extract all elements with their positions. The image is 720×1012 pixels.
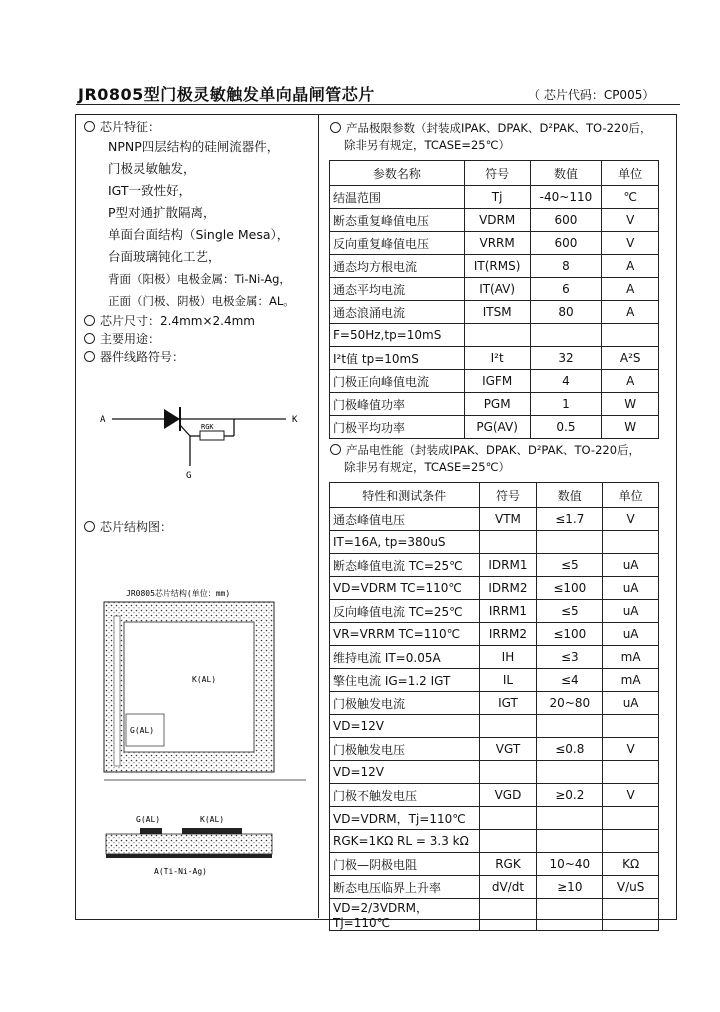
table-cell-name: 断态电压临界上升率: [330, 876, 480, 899]
table-cell-symbol: IDRM1: [479, 554, 537, 577]
table-cell-symbol: [479, 531, 537, 554]
table-cell-unit: KΩ: [603, 853, 659, 876]
table-cell-name: 门极正向峰值电流: [330, 370, 465, 393]
table-cell-unit: A: [602, 278, 659, 301]
table-cell-value: 20~80: [537, 692, 603, 715]
table-cell-value: ≤1.7: [537, 508, 603, 531]
table-cell-value: 80: [530, 301, 602, 324]
feature-item: 背面（阳极）电极金属：Ti-Ni-Ag，: [108, 272, 291, 286]
table-cell-name: F=50Hz,tp=10mS: [330, 324, 465, 347]
table-cell-symbol: IDRM2: [479, 577, 537, 600]
table-cell-value: 4: [530, 370, 602, 393]
table-cell-symbol: VRRM: [464, 232, 530, 255]
table-cell-unit: V: [603, 738, 659, 761]
feature-item: 正面（门极、阴极）电极金属：AL。: [108, 294, 295, 308]
table-cell-value: [537, 807, 603, 830]
table-cell-symbol: PGM: [464, 393, 530, 416]
gate-pad-label: G(AL): [130, 726, 155, 735]
table-cell-symbol: IRRM1: [479, 600, 537, 623]
document-title: JR0805型门极灵敏触发单向晶闸管芯片: [78, 85, 375, 104]
table-cell-name: 反向重复峰值电压: [330, 232, 465, 255]
table-cell-name: 结温范围: [330, 186, 465, 209]
table-cell-unit: W: [602, 416, 659, 439]
bullet-icon: [84, 333, 95, 344]
table-row: [330, 715, 659, 738]
bullet-icon: [84, 121, 95, 132]
characteristics-table: [329, 482, 659, 931]
limits-note: 产品极限参数（封装成IPAK、DPAK、D²PAK、TO-220后， 除非另有规定，TCASE=25℃）: [330, 120, 652, 154]
anode-label: A: [100, 415, 106, 425]
table-row: [330, 186, 659, 209]
table-row: [330, 807, 659, 830]
cathode-section-label: K(AL): [200, 815, 225, 824]
anode-metal: [106, 854, 272, 858]
table-row: [330, 876, 659, 899]
table-row: [330, 347, 659, 370]
table-cell-unit: uA: [603, 623, 659, 646]
table-cell-name: VD=VDRM，Tj=110℃: [330, 807, 480, 830]
bullet-icon: [84, 351, 95, 362]
table-cell-unit: V: [602, 209, 659, 232]
table-cell-symbol: [479, 761, 537, 784]
table-cell-unit: uA: [603, 577, 659, 600]
table-cell-symbol: IGFM: [464, 370, 530, 393]
limits-header-row: 参数名称 符号 数值 单位: [330, 161, 659, 186]
table-row: [330, 416, 659, 439]
column-divider: [318, 114, 319, 918]
table-cell-value: ≤4: [537, 669, 603, 692]
table-row: [330, 393, 659, 416]
table-cell-value: -40~110: [530, 186, 602, 209]
table-cell-value: ≤0.8: [537, 738, 603, 761]
table-row: [330, 554, 659, 577]
table-cell-unit: A²S: [602, 347, 659, 370]
chip-size: 芯片尺寸：2.4mm×2.4mm: [84, 312, 255, 330]
table-cell-unit: [602, 324, 659, 347]
diode-triangle-icon: [164, 409, 180, 429]
anode-section-label: A(Ti-Ni-Ag): [154, 867, 207, 876]
table-row: [330, 232, 659, 255]
gate-section-label: G(AL): [136, 815, 161, 824]
table-cell-unit: A: [602, 370, 659, 393]
table-cell-unit: V: [603, 784, 659, 807]
bullet-icon: [84, 315, 95, 326]
table-row: [330, 784, 659, 807]
table-cell-name: 门极不触发电压: [330, 784, 480, 807]
table-cell-name: VD=2/3VDRM，Tj=110℃: [330, 899, 480, 931]
table-cell-name: 门极峰值功率: [330, 393, 465, 416]
gate-label: G: [186, 471, 192, 481]
thyristor-symbol: [96, 398, 306, 482]
table-cell-unit: V: [602, 232, 659, 255]
table-cell-unit: V: [603, 508, 659, 531]
table-row: [330, 255, 659, 278]
feature-item: NPNP四层结构的硅闸流器件，: [108, 139, 280, 154]
table-cell-name: 通态峰值电压: [330, 508, 480, 531]
table-cell-name: VR=VRRM TC=110℃: [330, 623, 480, 646]
table-cell-name: 反向峰值电流 TC=25℃: [330, 600, 480, 623]
table-row: [330, 508, 659, 531]
table-cell-unit: mA: [603, 669, 659, 692]
feature-item: 单面台面结构（Single Mesa），: [108, 227, 290, 242]
table-cell-value: ≥10: [537, 876, 603, 899]
table-cell-value: 600: [530, 232, 602, 255]
table-row: [330, 577, 659, 600]
table-cell-name: 门极—阴极电阻: [330, 853, 480, 876]
table-row: [330, 692, 659, 715]
table-cell-symbol: IH: [479, 646, 537, 669]
table-cell-value: 6: [530, 278, 602, 301]
table-cell-symbol: IL: [479, 669, 537, 692]
table-cell-unit: W: [602, 393, 659, 416]
table-row: [330, 531, 659, 554]
table-cell-name: RGK=1KΩ RL = 3.3 kΩ: [330, 830, 480, 853]
table-row: [330, 324, 659, 347]
table-cell-symbol: VTM: [479, 508, 537, 531]
table-cell-name: VD=12V: [330, 761, 480, 784]
table-cell-symbol: [479, 807, 537, 830]
table-cell-name: 门极触发电流: [330, 692, 480, 715]
table-cell-symbol: IT(RMS): [464, 255, 530, 278]
table-cell-unit: A: [602, 301, 659, 324]
table-cell-name: 维持电流 IT=0.05A: [330, 646, 480, 669]
table-cell-symbol: [479, 830, 537, 853]
table-row: [330, 761, 659, 784]
table-cell-value: ≤5: [537, 554, 603, 577]
gate-finger: [114, 616, 120, 766]
table-cell-value: 10~40: [537, 853, 603, 876]
table-cell-name: 门极平均功率: [330, 416, 465, 439]
table-cell-name: 断态峰值电流 TC=25℃: [330, 554, 480, 577]
table-cell-symbol: PG(AV): [464, 416, 530, 439]
table-cell-unit: [603, 830, 659, 853]
usage-label: 主要用途：: [84, 330, 160, 348]
table-cell-unit: [603, 807, 659, 830]
table-cell-value: [537, 761, 603, 784]
table-cell-unit: [603, 531, 659, 554]
table-cell-symbol: [464, 324, 530, 347]
table-cell-name: 擎住电流 IG=1.2 IGT: [330, 669, 480, 692]
table-cell-unit: [603, 715, 659, 738]
cathode-pad-label: K(AL): [192, 675, 217, 684]
table-cell-symbol: VDRM: [464, 209, 530, 232]
table-row: [330, 646, 659, 669]
table-cell-symbol: IRRM2: [479, 623, 537, 646]
table-cell-unit: ℃: [602, 186, 659, 209]
table-row: [330, 278, 659, 301]
features-heading: 芯片特征：: [84, 118, 160, 136]
table-cell-value: 32: [530, 347, 602, 370]
feature-item: P型对通扩散隔离，: [108, 205, 216, 220]
table-cell-value: [530, 324, 602, 347]
table-cell-unit: [603, 899, 659, 931]
table-cell-symbol: dV/dt: [479, 876, 537, 899]
bullet-icon: [84, 521, 95, 532]
table-row: [330, 853, 659, 876]
feature-item: 门极灵敏触发，: [108, 161, 196, 176]
table-cell-name: 断态重复峰值电压: [330, 209, 465, 232]
table-row: [330, 301, 659, 324]
table-cell-name: 通态浪涌电流: [330, 301, 465, 324]
table-row: [330, 600, 659, 623]
table-cell-symbol: IT(AV): [464, 278, 530, 301]
table-cell-value: ≤100: [537, 577, 603, 600]
cathode-label: K: [292, 415, 298, 425]
structure-label: 芯片结构图：: [84, 518, 172, 536]
table-cell-symbol: RGK: [479, 853, 537, 876]
table-cell-unit: A: [602, 255, 659, 278]
gate-metal: [140, 828, 162, 834]
table-cell-value: [537, 715, 603, 738]
table-cell-name: VD=VDRM TC=110℃: [330, 577, 480, 600]
table-cell-value: [537, 899, 603, 931]
table-cell-symbol: ITSM: [464, 301, 530, 324]
table-cell-name: 通态均方根电流: [330, 255, 465, 278]
table-cell-name: 门极触发电压: [330, 738, 480, 761]
table-cell-unit: uA: [603, 692, 659, 715]
table-cell-unit: uA: [603, 554, 659, 577]
table-cell-value: 1: [530, 393, 602, 416]
table-row: [330, 738, 659, 761]
chip-structure-drawing: [100, 584, 314, 884]
table-cell-symbol: Tj: [464, 186, 530, 209]
table-cell-unit: uA: [603, 600, 659, 623]
table-row: [330, 830, 659, 853]
table-cell-name: I²t值 tp=10mS: [330, 347, 465, 370]
table-row: [330, 669, 659, 692]
chip-code: （ 芯片代码：CP005）: [528, 88, 655, 102]
table-row: [330, 623, 659, 646]
table-cell-name: IT=16A, tp=380uS: [330, 531, 480, 554]
gate-lead: [180, 425, 190, 436]
table-cell-unit: V/uS: [603, 876, 659, 899]
table-cell-unit: mA: [603, 646, 659, 669]
bullet-icon: [330, 444, 341, 455]
table-cell-value: 0.5: [530, 416, 602, 439]
symbol-label: 器件线路符号：: [84, 348, 184, 366]
feature-item: IGT一致性好，: [108, 183, 192, 198]
table-row: [330, 370, 659, 393]
resistor-box: [200, 431, 224, 440]
table-row: [330, 899, 659, 931]
table-cell-symbol: I²t: [464, 347, 530, 370]
resistor-label: RGK: [201, 423, 214, 431]
features-list: [108, 136, 316, 312]
table-cell-name: VD=12V: [330, 715, 480, 738]
cross-section: [106, 834, 272, 854]
feature-item: 台面玻璃钝化工艺，: [108, 249, 221, 264]
table-cell-symbol: VGT: [479, 738, 537, 761]
table-cell-value: 8: [530, 255, 602, 278]
table-cell-value: [537, 830, 603, 853]
table-cell-unit: [603, 761, 659, 784]
table-cell-value: ≤100: [537, 623, 603, 646]
structure-header: JR0805芯片结构(单位：mm): [126, 589, 231, 598]
table-cell-value: 600: [530, 209, 602, 232]
table-row: [330, 209, 659, 232]
table-cell-symbol: [479, 715, 537, 738]
characteristics-header-row: 特性和测试条件 符号 数值 单位: [330, 483, 659, 508]
limits-table: [329, 160, 659, 439]
table-cell-name: 通态平均电流: [330, 278, 465, 301]
table-cell-value: ≥0.2: [537, 784, 603, 807]
table-cell-symbol: [479, 899, 537, 931]
cathode-metal: [182, 828, 242, 834]
table-cell-symbol: VGD: [479, 784, 537, 807]
table-cell-value: [537, 531, 603, 554]
table-cell-value: ≤5: [537, 600, 603, 623]
bullet-icon: [330, 122, 341, 133]
title-rule: [76, 104, 680, 105]
characteristics-note: 产品电性能（封装成IPAK、DPAK、D²PAK、TO-220后， 除非另有规定，TCASE=25℃）: [330, 442, 640, 476]
table-cell-value: ≤3: [537, 646, 603, 669]
table-cell-symbol: IGT: [479, 692, 537, 715]
